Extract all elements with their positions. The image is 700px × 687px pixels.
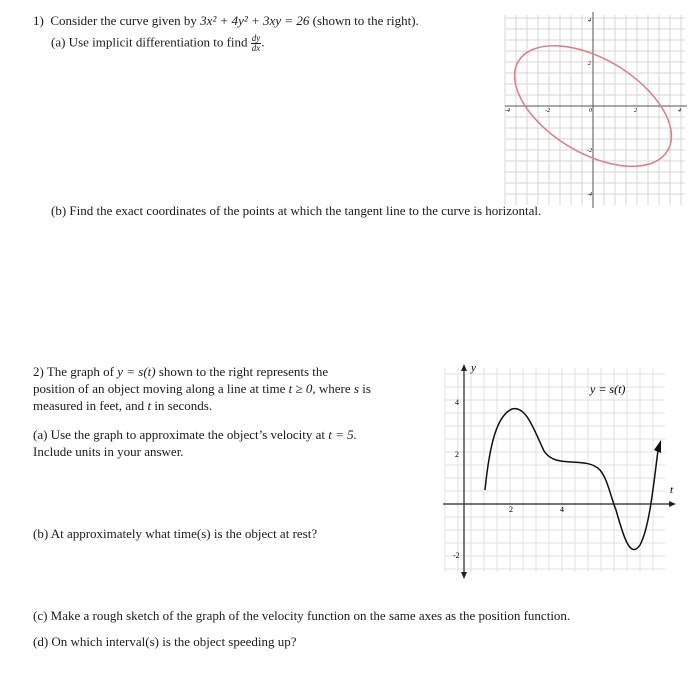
problem2-line-2-tail: where bbox=[318, 381, 351, 396]
fraction-numerator: dy bbox=[251, 33, 261, 43]
problem2-line-1 bbox=[33, 364, 328, 380]
x-tick-label: -2 bbox=[545, 108, 550, 114]
problem2-part-a-time: t = 5. bbox=[328, 427, 357, 442]
problem2-equation: y = s(t) bbox=[117, 364, 156, 379]
t-tick-label: 2 bbox=[509, 505, 513, 514]
x-tick-label: 2 bbox=[634, 108, 637, 114]
y-tick-label: -4 bbox=[587, 192, 592, 198]
problem1-equation: 3x² + 4y² + 3xy = 26 bbox=[200, 13, 310, 28]
problem1-number: 1) bbox=[33, 13, 44, 28]
problem2-condition: t ≥ 0, bbox=[288, 381, 316, 396]
problem1-intro-tail: (shown to the right). bbox=[312, 13, 419, 28]
y-axis-down-arrow-icon bbox=[461, 572, 467, 579]
dy-dx-fraction bbox=[251, 33, 265, 53]
problem2-line-3-text: measured in feet, and bbox=[33, 398, 145, 413]
x-tick-label: -4 bbox=[505, 108, 510, 114]
y-tick-label: -2 bbox=[453, 551, 460, 560]
y-tick-label: 4 bbox=[588, 18, 591, 24]
problem2-variable-s: s bbox=[353, 381, 359, 396]
y-tick-label: 2 bbox=[455, 450, 459, 459]
problem2-line-1-tail: shown to the right represents the bbox=[158, 364, 329, 379]
curve-arrow-icon bbox=[654, 440, 661, 453]
problem2-part-c: (c) Make a rough sketch of the graph of the velocity function on the same axes as the position function. bbox=[33, 608, 571, 623]
problem1-part-b: (b) Find the exact coordinates of the points at which the tangent line to the curve is horizontal. bbox=[51, 203, 542, 218]
problem2-part-d: (d) On which interval(s) is the object speeding up? bbox=[33, 634, 297, 649]
problem2-line-2-text: position of an object moving along a line at time bbox=[33, 381, 286, 396]
ellipse-graph-grid bbox=[505, 15, 685, 205]
t-axis-arrow-icon bbox=[669, 501, 676, 507]
problem1-intro: Consider the curve given by bbox=[50, 13, 197, 28]
problem2-line-3 bbox=[33, 398, 212, 414]
problem2-line-3-tail: in seconds. bbox=[154, 398, 213, 413]
position-graph bbox=[440, 360, 680, 580]
problem2-part-a-text: (a) Use the graph to approximate the object’s velocity at bbox=[33, 427, 326, 442]
problem2-part-b: (b) At approximately what time(s) is the object at rest? bbox=[33, 526, 318, 541]
y-axis-label: y bbox=[471, 362, 476, 374]
problem2-part-a-line-1 bbox=[33, 427, 357, 443]
x-tick-label: 0 bbox=[589, 108, 592, 114]
problem1-statement bbox=[33, 13, 419, 29]
problem1-part-a-text: (a) Use implicit differentiation to find bbox=[51, 34, 248, 50]
y-axis-arrow-icon bbox=[461, 364, 467, 371]
problem2-variable-t: t bbox=[147, 398, 152, 413]
fraction-denominator: dx bbox=[251, 43, 261, 53]
problem1-part-a bbox=[51, 34, 265, 53]
position-graph-grid bbox=[445, 368, 665, 572]
problem2-line-1-text: 2) The graph of bbox=[33, 364, 114, 379]
y-tick-label: 4 bbox=[455, 398, 459, 407]
t-axis-label: t bbox=[670, 484, 674, 496]
problem2-part-a-line-2: Include units in your answer. bbox=[33, 444, 184, 459]
curve-label: y = s(t) bbox=[590, 382, 626, 396]
y-tick-label: 2 bbox=[588, 61, 591, 67]
y-tick-label: -2 bbox=[587, 148, 592, 154]
problem2-line-2-end: is bbox=[362, 381, 371, 396]
ellipse-graph bbox=[505, 10, 690, 210]
position-curve bbox=[485, 409, 658, 550]
problem2-line-2 bbox=[33, 381, 371, 397]
t-tick-label: 4 bbox=[560, 505, 564, 514]
x-tick-label: 4 bbox=[678, 108, 681, 114]
problem1-part-a-end: . bbox=[261, 34, 265, 50]
